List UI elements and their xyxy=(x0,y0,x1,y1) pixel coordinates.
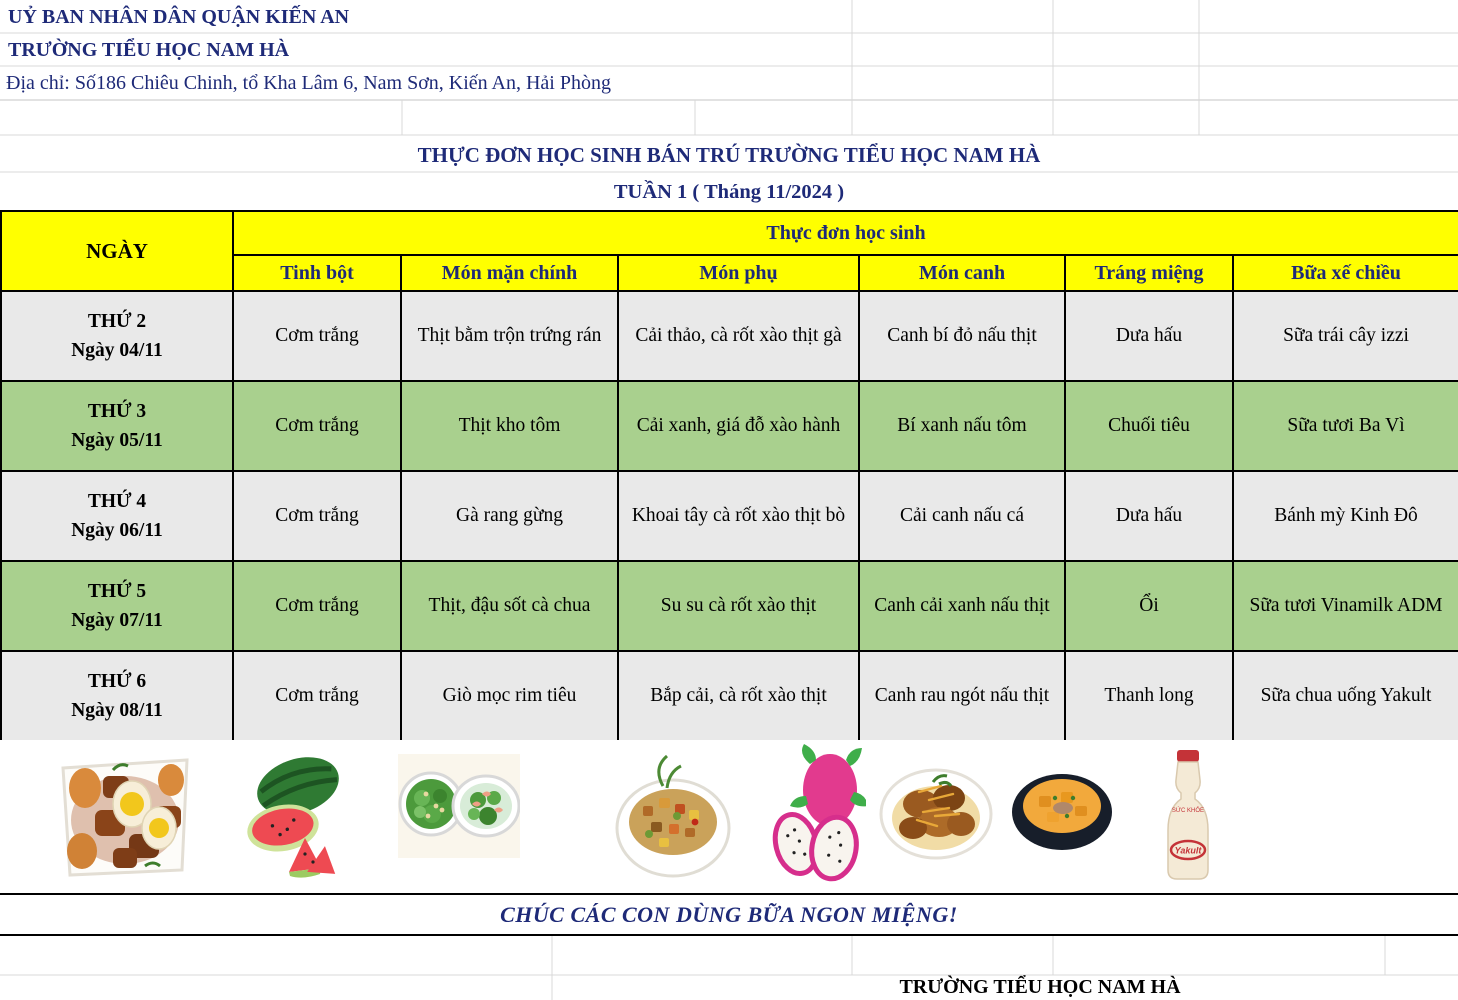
dish-cell[interactable]: Thanh long xyxy=(1065,651,1233,741)
column-header-mon-canh[interactable]: Món canh xyxy=(859,255,1065,291)
day-label: THỨ 2 xyxy=(87,310,147,332)
org-name-line1: UỶ BAN NHÂN DÂN QUẬN KIẾN AN xyxy=(8,6,350,28)
dish-cell[interactable]: Cơm trắng xyxy=(233,381,401,471)
dish-cell[interactable]: Bánh mỳ Kinh Đô xyxy=(1233,471,1458,561)
dish-cell[interactable]: Chuối tiêu xyxy=(1065,381,1233,471)
dish-cell[interactable]: Sữa tươi Ba Vì xyxy=(1233,381,1458,471)
yakult-small-text: SỨC KHỎE xyxy=(1171,808,1205,814)
date-label: Ngày 04/11 xyxy=(71,340,163,361)
column-header-bua-xe-chieu[interactable]: Bữa xế chiều xyxy=(1233,255,1458,291)
stir-fried-greens-bowls-photo xyxy=(398,754,520,858)
column-header-mon-phu[interactable]: Món phụ xyxy=(618,255,859,291)
dish-cell[interactable]: Bí xanh nấu tôm xyxy=(859,381,1065,471)
menu-row-thu4 xyxy=(1,471,1458,561)
column-header-mon-man-chinh[interactable]: Món mặn chính xyxy=(401,255,618,291)
dish-cell[interactable]: Dưa hấu xyxy=(1065,471,1233,561)
photo-strip xyxy=(0,740,1458,893)
column-header-day[interactable]: NGÀY xyxy=(1,211,233,291)
day-cell[interactable] xyxy=(1,291,233,381)
day-cell[interactable] xyxy=(1,381,233,471)
org-address: Địa chỉ: Số186 Chiêu Chinh, tổ Kha Lâm 6, Nam Sơn, Kiến An, Hải Phòng xyxy=(6,72,611,94)
wish-message: CHÚC CÁC CON DÙNG BỮA NGON MIỆNG! xyxy=(500,902,958,927)
column-header-trang-mieng[interactable]: Tráng miệng xyxy=(1065,255,1233,291)
org-name-line2: TRƯỜNG TIỂU HỌC NAM HÀ xyxy=(8,39,290,61)
page-subtitle: TUẦN 1 ( Tháng 11/2024 ) xyxy=(613,181,845,203)
day-label: THỨ 5 xyxy=(87,580,147,602)
yakult-bottle-photo xyxy=(1163,746,1213,886)
dish-cell[interactable]: Canh bí đỏ nấu thịt xyxy=(859,291,1065,381)
day-label: THỨ 6 xyxy=(87,670,147,692)
menu-row-thu3 xyxy=(1,381,1458,471)
dish-cell[interactable]: Sữa tươi Vinamilk ADM xyxy=(1233,561,1458,651)
dish-cell[interactable]: Thịt bằm trộn trứng rán xyxy=(401,291,618,381)
group-header-student-menu[interactable]: Thực đơn học sinh xyxy=(233,211,1458,255)
day-cell[interactable] xyxy=(1,561,233,651)
dish-cell[interactable]: Cơm trắng xyxy=(233,561,401,651)
date-label: Ngày 08/11 xyxy=(71,700,163,721)
dish-cell[interactable]: Thịt, đậu sốt cà chua xyxy=(401,561,618,651)
column-header-tinh-bot[interactable]: Tinh bột xyxy=(233,255,401,291)
diced-vegetable-stir-fry-photo xyxy=(613,746,733,886)
dish-cell[interactable]: Canh rau ngót nấu thịt xyxy=(859,651,1065,741)
dish-cell[interactable]: Cơm trắng xyxy=(233,291,401,381)
day-cell[interactable] xyxy=(1,651,233,741)
dish-cell[interactable]: Cải canh nấu cá xyxy=(859,471,1065,561)
braised-pork-and-eggs-photo xyxy=(55,748,195,881)
wish-message-band xyxy=(0,893,1458,936)
day-label: THỨ 4 xyxy=(87,490,147,512)
day-cell[interactable] xyxy=(1,471,233,561)
dish-cell[interactable]: Sữa trái cây izzi xyxy=(1233,291,1458,381)
dish-cell[interactable]: Cơm trắng xyxy=(233,651,401,741)
dish-cell[interactable]: Su su cà rốt xào thịt xyxy=(618,561,859,651)
school-signature: TRƯỜNG TIỂU HỌC NAM HÀ xyxy=(899,976,1181,998)
menu-row-thu6 xyxy=(1,651,1458,741)
dish-cell[interactable]: Cải xanh, giá đỗ xào hành xyxy=(618,381,859,471)
dragon-fruit-photo xyxy=(766,744,866,888)
date-label: Ngày 06/11 xyxy=(71,520,163,541)
dish-cell[interactable]: Khoai tây cà rốt xào thịt bò xyxy=(618,471,859,561)
yakult-label: Yakult xyxy=(1174,845,1202,856)
date-label: Ngày 07/11 xyxy=(71,610,163,631)
dish-cell[interactable]: Gà rang gừng xyxy=(401,471,618,561)
menu-row-thu2 xyxy=(1,291,1458,381)
dish-cell[interactable]: Thịt kho tôm xyxy=(401,381,618,471)
ginger-braised-chicken-photo xyxy=(879,756,993,864)
dish-cell[interactable]: Ổi xyxy=(1065,561,1233,651)
pumpkin-soup-photo xyxy=(1009,758,1115,860)
page-title: THỰC ĐƠN HỌC SINH BÁN TRÚ TRƯỜNG TIỂU HỌC NAM HÀ xyxy=(417,143,1041,167)
menu-row-thu5 xyxy=(1,561,1458,651)
dish-cell[interactable]: Bắp cải, cà rốt xào thịt xyxy=(618,651,859,741)
dish-cell[interactable]: Canh cải xanh nấu thịt xyxy=(859,561,1065,651)
dish-cell[interactable]: Sữa chua uống Yakult xyxy=(1233,651,1458,741)
watermelon-photo xyxy=(243,750,343,878)
dish-cell[interactable]: Cải thảo, cà rốt xào thịt gà xyxy=(618,291,859,381)
day-label: THỨ 3 xyxy=(87,400,147,422)
date-label: Ngày 05/11 xyxy=(71,430,163,451)
dish-cell[interactable]: Dưa hấu xyxy=(1065,291,1233,381)
menu-table xyxy=(0,210,1458,742)
dish-cell[interactable]: Giò mọc rim tiêu xyxy=(401,651,618,741)
dish-cell[interactable]: Cơm trắng xyxy=(233,471,401,561)
